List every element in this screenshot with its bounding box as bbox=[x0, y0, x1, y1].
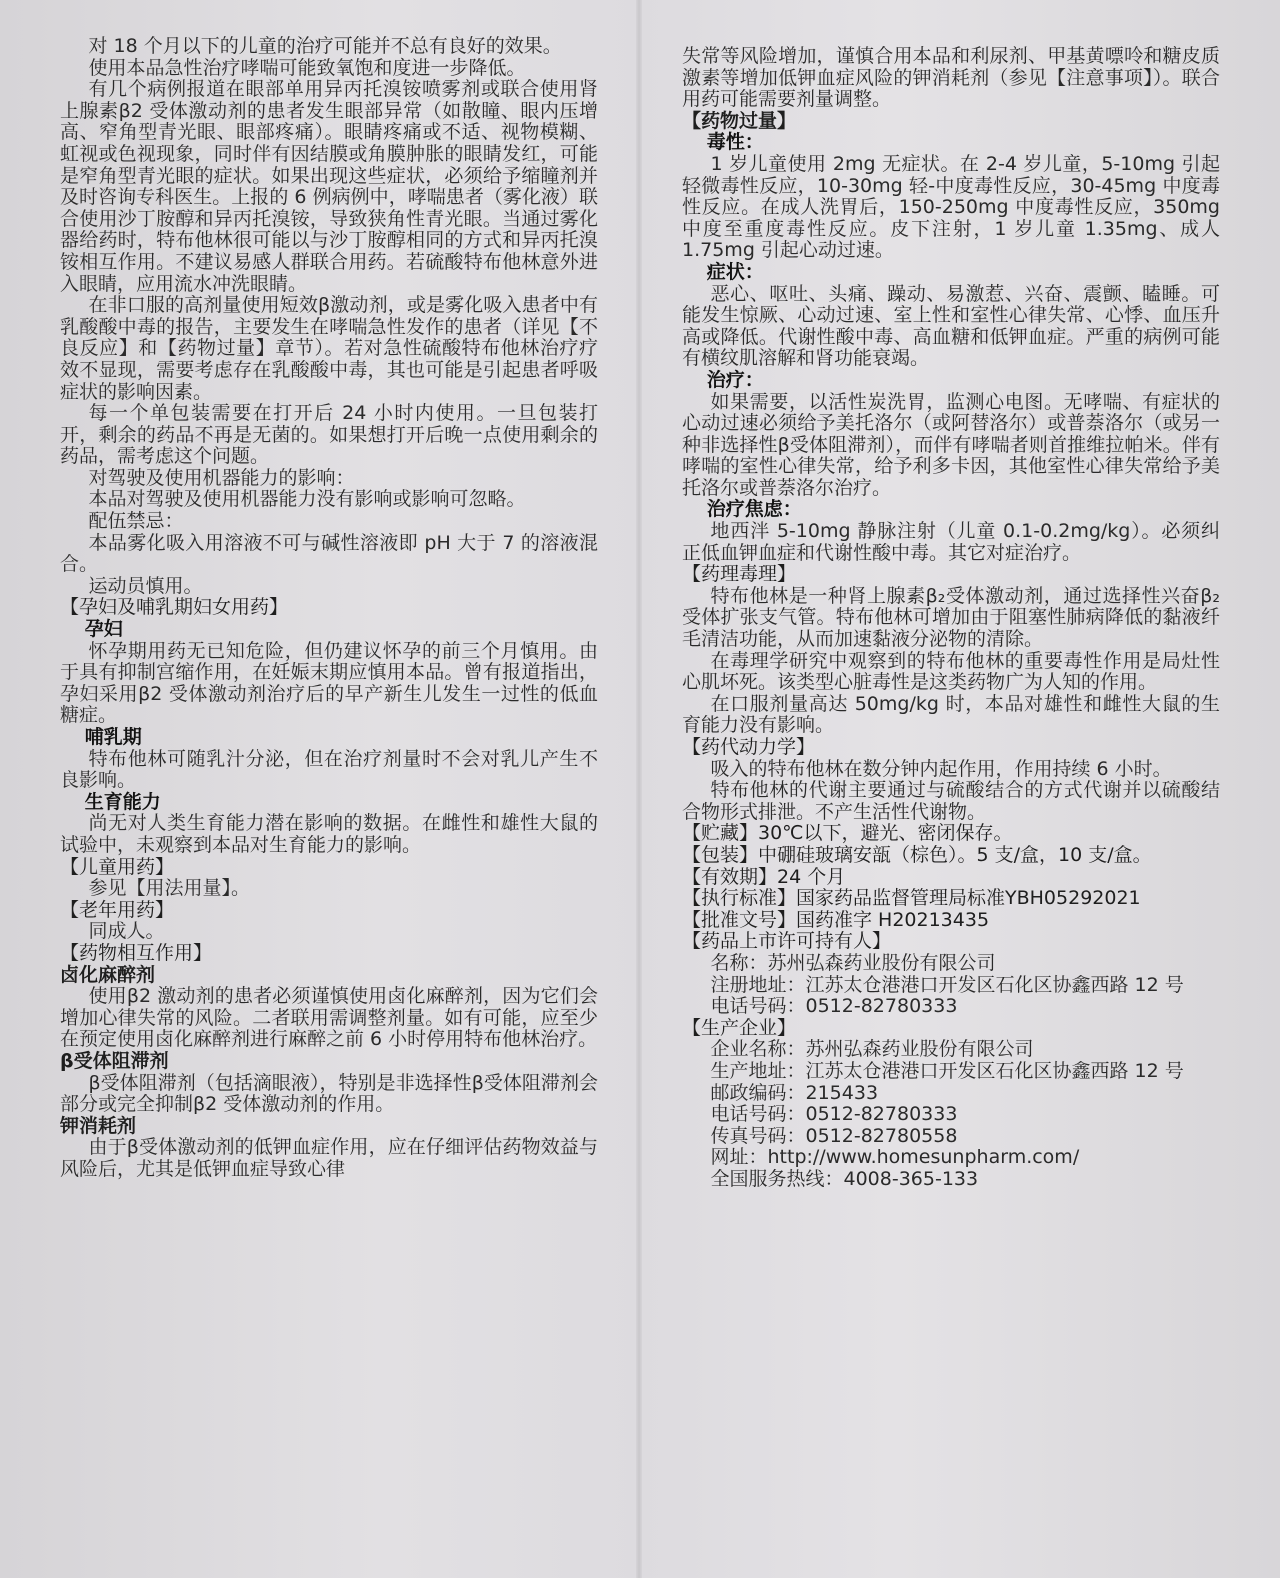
paragraph-rat-fertility: 在口服剂量高达 50mg/kg 时，本品对雄性和雌性大鼠的生育能力没有影响。 bbox=[682, 692, 1220, 737]
left-column bbox=[60, 36, 598, 1180]
manufacturer-fax: 传真号码：0512-82780558 bbox=[710, 1124, 958, 1147]
subheading-lactation: 哺乳期 bbox=[84, 726, 142, 748]
subheading-symptoms: 症状： bbox=[706, 260, 764, 283]
paragraph-fertility: 尚无对人类生育能力潜在影响的数据。在雌性和雄性大鼠的试验中，未观察到本品对生育能力的影响。 bbox=[60, 812, 598, 856]
subheading-potassium-depleting: 钾消耗剂 bbox=[60, 1114, 137, 1137]
paragraph-pharmacology: 特布他林是一种肾上腺素β₂受体激动剂，通过选择性兴奋β₂受体扩张支气管。特布他林可增加由于阻塞性肺病降低的黏液纤毛清洁功能，从而加速黏液分泌物的清除。 bbox=[682, 584, 1220, 651]
paragraph-treatment: 如果需要，以活性炭洗胃，监测心电图。无哮喘、有症状的心动过速必须给予美托洛尔（或阿替洛尔）或普萘洛尔（或另一种非选择性β受体阻滞剂），而伴有哮喘者则首推维拉帕米。伴有哮喘的室性心律失常，给予利多卡因，其他室性心律失常给予美托洛尔或普萘洛尔治疗。 bbox=[682, 390, 1220, 499]
approval-line: 【批准文号】国药准字 H20213435 bbox=[682, 908, 990, 931]
manufacturer-name: 企业名称：苏州弘森药业股份有限公司 bbox=[710, 1038, 1034, 1061]
paragraph-toxicology: 在毒理学研究中观察到的特布他林的重要毒性作用是局灶性心肌坏死。该类型心脏毒性是这类药物广为人知的作用。 bbox=[682, 649, 1220, 694]
paragraph-children-dosage: 参见【用法用量】。 bbox=[88, 877, 251, 900]
section-heading-pharmacology: 【药理毒理】 bbox=[682, 563, 797, 586]
manufacturer-address: 生产地址：江苏太仓港港口开发区石化区协鑫西路 12 号 bbox=[710, 1059, 1184, 1082]
storage-line: 【贮藏】30℃以下，避光、密闭保存。 bbox=[682, 822, 1013, 845]
manufacturer-website: 网址：http://www.homesunpharm.com/ bbox=[710, 1146, 1080, 1169]
paragraph-children-efficacy: 对 18 个月以下的儿童的治疗可能并不总有良好的效果。 bbox=[88, 36, 562, 57]
paragraph-single-pack-use: 每一个单包装需要在打开后 24 小时内使用。一旦包装打开，剩余的药品不再是无菌的。如果想打开后晚一点使用剩余的药品，需考虑这个问题。 bbox=[60, 402, 598, 468]
subheading-treatment: 治疗： bbox=[706, 368, 764, 391]
paragraph-potassium-continued: 失常等风险增加，谨慎合用本品和利尿剂、甲基黄嘌呤和糖皮质激素等增加低钾血症风险的钾消耗剂（参见【注意事项】）。联合用药可能需要剂量调整。 bbox=[682, 46, 1220, 111]
paragraph-driving-heading: 对驾驶及使用机器能力的影响： bbox=[88, 466, 355, 489]
manufacturer-phone: 电话号码：0512-82780333 bbox=[710, 1103, 958, 1126]
section-heading-pregnancy: 【孕妇及哺乳期妇女用药】 bbox=[60, 596, 289, 619]
paragraph-eye-disorders: 有几个病例报道在眼部单用异丙托溴铵喷雾剂或联合使用肾上腺素β2 受体激动剂的患者发生眼部异常（如散瞳、眼内压增高、窄角型青光眼、眼部疼痛）。眼睛疼痛或不适、视物模糊、虹视或色视现象，同时伴有因结膜或角膜肿胀的眼睛发红，可能是窄角型青光眼的症状。如果出现这些症状，必须给予缩瞳剂并及时咨询专科医生。上报的 6 例病例中，哮喘患者（雾化液）联合使用沙丁胺醇和异丙托溴铵，导致狭角性青光眼。当通过雾化器给药时，特布他林很可能以与沙丁胺醇相同的方式和异丙托溴铵相互作用。不建议易感人群联合用药。若硫酸特布他林意外进入眼睛，应用流水冲洗眼睛。 bbox=[60, 78, 598, 295]
paragraph-metabolism: 特布他林的代谢主要通过与硫酸结合的方式代谢并以硫酸结合物形式排泄。不产生活性代谢物。 bbox=[682, 779, 1220, 823]
manufacturer-postcode: 邮政编码：215433 bbox=[710, 1081, 879, 1104]
holder-phone: 电话号码：0512-82780333 bbox=[710, 995, 958, 1018]
paragraph-oxygen-saturation: 使用本品急性治疗哮喘可能致氧饱和度进一步降低。 bbox=[88, 56, 526, 79]
paragraph-beta-blockers: β受体阻滞剂（包括滴眼液），特别是非选择性β受体阻滞剂会部分或完全抑制β2 受体激动剂的作用。 bbox=[60, 1071, 598, 1116]
holder-name: 名称：苏州弘森药业股份有限公司 bbox=[710, 951, 996, 974]
subheading-toxicity: 毒性： bbox=[706, 131, 764, 154]
paper-fold bbox=[636, 0, 642, 1578]
section-heading-children: 【儿童用药】 bbox=[60, 855, 175, 878]
subheading-treat-anxiety: 治疗焦虑： bbox=[706, 498, 802, 521]
standard-line: 【执行标准】国家药品监督管理局标准YBH05292021 bbox=[682, 887, 1141, 910]
paragraph-lactation: 特布他林可随乳汁分泌，但在治疗剂量时不会对乳儿产生不良影响。 bbox=[60, 747, 598, 792]
subheading-halogenated-anesthetics: 卤化麻醉剂 bbox=[60, 963, 156, 986]
manufacturer-hotline: 全国服务热线：4008-365-133 bbox=[710, 1167, 979, 1190]
section-heading-manufacturer: 【生产企业】 bbox=[682, 1016, 797, 1039]
subheading-fertility: 生育能力 bbox=[84, 790, 161, 813]
paragraph-athletes: 运动员慎用。 bbox=[88, 574, 203, 597]
paragraph-onset: 吸入的特布他林在数分钟内起作用，作用持续 6 小时。 bbox=[710, 757, 1172, 780]
paragraph-driving-effect: 本品对驾驶及使用机器能力没有影响或影响可忽略。 bbox=[88, 488, 526, 511]
paragraph-treat-anxiety: 地西泮 5-10mg 静脉注射（儿童 0.1-0.2mg/kg）。必须纠正低血钾血症和代谢性酸中毒。其它对症治疗。 bbox=[682, 520, 1220, 564]
paragraph-halogenated-anesthetics: 使用β2 激动剂的患者必须谨慎使用卤化麻醉剂，因为它们会增加心律失常的风险。二者联用需调整剂量。如有可能，应至少在预定使用卤化麻醉剂进行麻醉之前 6 小时停用特布他林治疗。 bbox=[60, 985, 598, 1051]
right-column bbox=[682, 46, 1220, 1190]
section-heading-elderly: 【老年用药】 bbox=[60, 898, 175, 921]
paragraph-toxicity: 1 岁儿童使用 2mg 无症状。在 2-4 岁儿童，5-10mg 引起轻微毒性反应，10-30mg 轻-中度毒性反应，30-45mg 中度毒性反应。在成人洗胃后，150-250mg 中度毒性反应，350mg 中度至重度毒性反应。皮下注射，1 岁儿童 1.35mg、成人 1.75mg 引起心动过速。 bbox=[682, 152, 1220, 262]
paragraph-elderly: 同成人。 bbox=[88, 920, 165, 943]
paragraph-potassium-depleting: 由于β受体激动剂的低钾血症作用，应在仔细评估药物效益与风险后，尤其是低钾血症导致心律 bbox=[60, 1136, 598, 1180]
subheading-pregnant: 孕妇 bbox=[84, 618, 123, 641]
package-line: 【包装】中硼硅玻璃安瓿（棕色）。5 支/盒，10 支/盒。 bbox=[682, 843, 1152, 866]
subheading-beta-blockers: β受体阻滞剂 bbox=[60, 1049, 169, 1072]
section-heading-license-holder: 【药品上市许可持有人】 bbox=[682, 930, 892, 953]
validity-line: 【有效期】24 个月 bbox=[682, 865, 846, 888]
section-heading-overdose: 【药物过量】 bbox=[682, 109, 797, 132]
section-heading-interactions: 【药物相互作用】 bbox=[60, 941, 213, 964]
paragraph-lactic-acidosis: 在非口服的高剂量使用短效β激动剂，或是雾化吸入患者中有乳酸酸中毒的报告，主要发生在哮喘急性发作的患者（详见【不良反应】和【药物过量】章节）。若对急性硫酸特布他林治疗疗效不显现，需要考虑存在乳酸酸中毒，其也可能是引起患者呼吸症状的影响因素。 bbox=[60, 294, 598, 403]
paragraph-symptoms: 恶心、呕吐、头痛、躁动、易激惹、兴奋、震颤、瞌睡。可能发生惊厥、心动过速、室上性和室性心律失常、心悸、血压升高或降低。代谢性酸中毒、高血糖和低钾血症。严重的病例可能有横纹肌溶解和肾功能衰竭。 bbox=[682, 282, 1220, 370]
paragraph-incompatibility-heading: 配伍禁忌： bbox=[88, 510, 184, 533]
paragraph-incompatibility: 本品雾化吸入用溶液不可与碱性溶液即 pH 大于 7 的溶液混合。 bbox=[60, 531, 598, 576]
holder-address: 注册地址：江苏太仓港港口开发区石化区协鑫西路 12 号 bbox=[710, 973, 1184, 996]
section-heading-pharmacokinetics: 【药代动力学】 bbox=[682, 736, 816, 758]
paragraph-pregnancy: 怀孕期用药无已知危险，但仍建议怀孕的前三个月慎用。由于具有抑制宫缩作用，在妊娠末期应慎用本品。曾有报道指出，孕妇采用β2 受体激动剂治疗后的早产新生儿发生一过性的低血糖症。 bbox=[60, 639, 598, 727]
